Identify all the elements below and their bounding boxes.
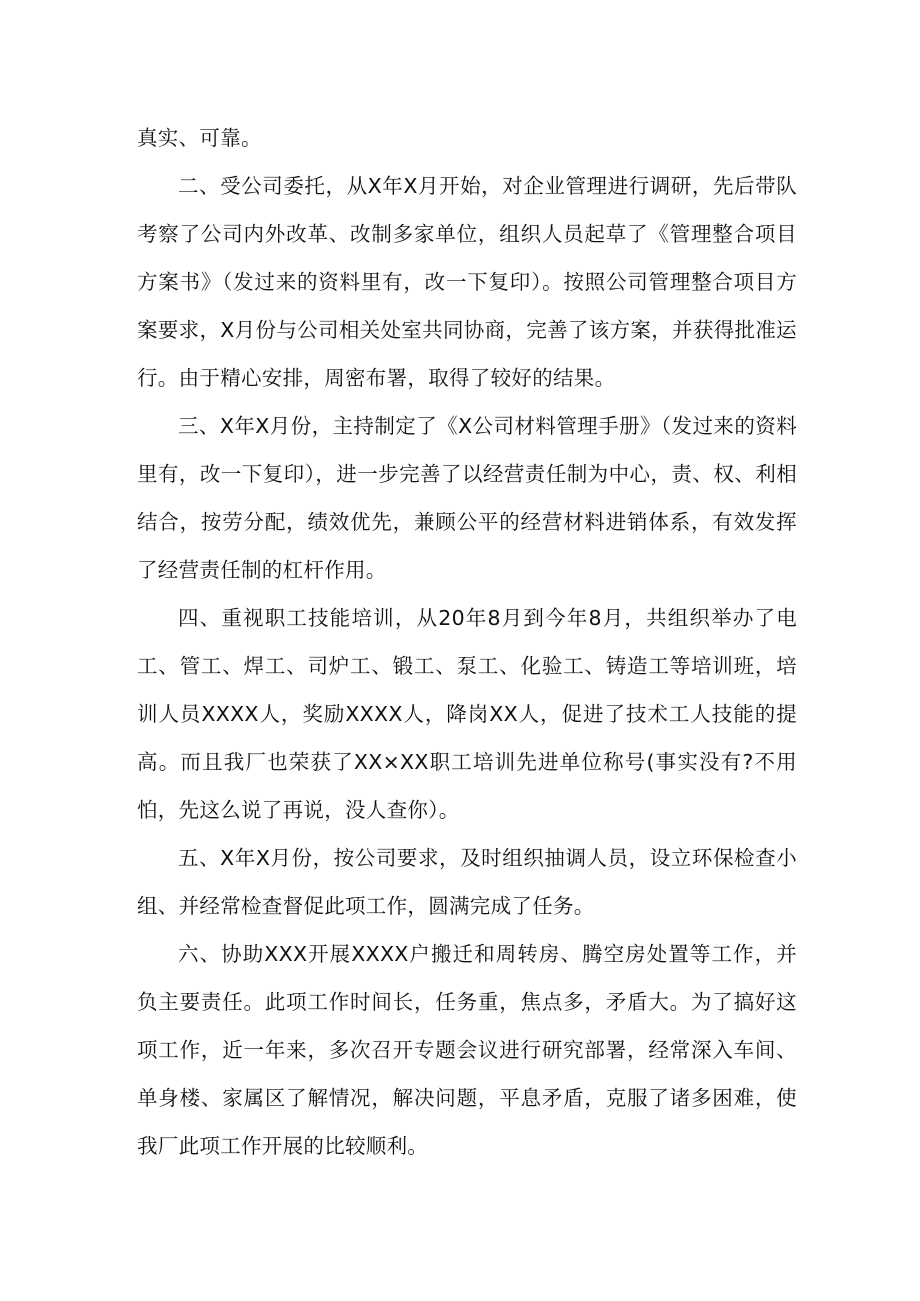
paragraph-item-3: 三、X年X月份，主持制定了《X公司材料管理手册》（发过来的资料里有，改一下复印），进一步完善了以经营责任制为中心，责、权、利相结合，按劳分配，绩效优先，兼顾公平的经营材料进销体系，有效发挥了经营责任制的杠杆作用。 (137, 414, 797, 582)
document-body (137, 114, 797, 1170)
paragraph-item-6: 六、协助XXX开展XXXX户搬迁和周转房、腾空房处置等工作，并负主要责任。此项工作时间长，任务重，焦点多，矛盾大。为了搞好这项工作，近一年来，多次召开专题会议进行研究部署，经常深入车间、单身楼、家属区了解情况，解决问题，平息矛盾，克服了诸多困难，使我厂此项工作开展的比较顺利。 (137, 942, 797, 1158)
paragraph-item-5: 五、X年X月份，按公司要求，及时组织抽调人员，设立环保检查小组、并经常检查督促此项工作，圆满完成了任务。 (137, 846, 797, 918)
paragraph-item-4: 四、重视职工技能培训，从20年8月到今年8月，共组织举办了电工、管工、焊工、司炉工、锻工、泵工、化验工、铸造工等培训班，培训人员XXXX人，奖励XXXX人，降岗XX人，促进了技术工人技能的提高。而且我厂也荣获了XX×XX职工培训先进单位称号(事实没有?不用怕，先这么说了再说，没人查你）。 (137, 606, 797, 822)
paragraph-continuation: 真实、可靠。 (137, 126, 262, 150)
paragraph-item-2: 二、受公司委托，从X年X月开始，对企业管理进行调研，先后带队考察了公司内外改革、改制多家单位，组织人员起草了《管理整合项目方案书》（发过来的资料里有，改一下复印）。按照公司管理整合项目方案要求，X月份与公司相关处室共同协商，完善了该方案，并获得批准运行。由于精心安排，周密布署，取得了较好的结果。 (137, 174, 797, 390)
